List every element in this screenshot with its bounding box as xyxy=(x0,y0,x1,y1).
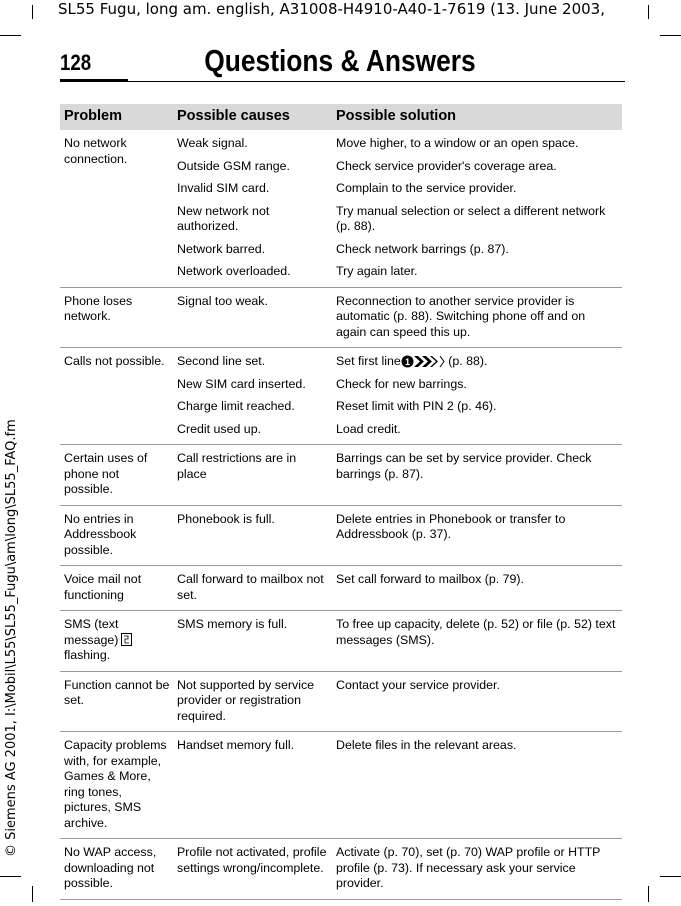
cause-cell: Phonebook is full. xyxy=(173,505,332,566)
solution-cell: Barrings can be set by service provider. Check barrings (p. 87). xyxy=(332,445,622,506)
problem-cell: Capacity problems with, for example, Games & More, ring tones, pictures, SMS archive. xyxy=(60,732,173,839)
side-file-path: © Siemens AG 2001, I:\Mobil\L55\SL55_Fugu\am\long\SL55_FAQ.fm xyxy=(4,419,19,857)
table-row xyxy=(60,839,622,900)
solution-cell: Load credit. xyxy=(332,419,622,445)
solution-cell: To free up capacity, delete (p. 52) or file (p. 52) text messages (SMS). xyxy=(332,611,622,672)
cause-cell: Profile not activated, profile settings wrong/incomplete. xyxy=(173,839,332,900)
cause-cell: Handset memory full. xyxy=(173,732,332,839)
cause-cell: Not supported by service provider or registration required. xyxy=(173,671,332,732)
problem-cell: Calls not possible. xyxy=(60,348,173,445)
problem-cell: No entries in Addressbook possible. xyxy=(60,505,173,566)
table-row xyxy=(60,130,622,156)
table-row xyxy=(60,611,622,672)
svg-text:1: 1 xyxy=(404,357,410,367)
cause-cell: Charge limit reached. xyxy=(177,399,295,413)
cause-cell: Second line set. xyxy=(177,354,266,368)
crop-mark xyxy=(648,5,649,19)
running-header: SL55 Fugu, long am. english, A31008-H4910-A40-1-7619 (13. June 2003, xyxy=(58,0,605,18)
crop-mark xyxy=(0,35,21,36)
crop-mark xyxy=(660,35,681,36)
cause-cell: Network barred. xyxy=(177,241,266,256)
solution-cell: Check network barrings (p. 87). xyxy=(336,241,509,256)
table-row xyxy=(60,505,622,566)
page-number: 128 xyxy=(60,50,92,75)
solution-cell: Complain to the service provider. xyxy=(336,181,517,195)
problem-cell: No WAP access, downloading not possible. xyxy=(60,839,173,900)
solution-text: Set first line xyxy=(336,354,401,368)
solution-cell: Move higher, to a window or an open space. xyxy=(336,136,579,150)
crop-mark xyxy=(32,886,33,902)
problem-cell: Function cannot be set. xyxy=(60,671,173,732)
crop-mark xyxy=(660,876,681,877)
solution-cell: Reconnection to another service provider is automatic (p. 88). Switching phone off and on again can speed this up. xyxy=(332,287,622,348)
solution-page-ref: (p. 88). xyxy=(448,354,488,368)
table-row xyxy=(60,732,622,839)
cause-cell: Invalid SIM card. xyxy=(177,181,270,195)
problem-cell xyxy=(60,611,173,672)
title-rule xyxy=(128,81,625,82)
menu-path-icon xyxy=(401,355,445,368)
problem-cell: Certain uses of phone not possible. xyxy=(60,445,173,506)
solution-cell xyxy=(332,348,622,374)
solution-cell: Reset limit with PIN 2 (p. 46). xyxy=(336,399,497,413)
solution-cell: Check service provider's coverage area. xyxy=(336,158,557,173)
crop-mark xyxy=(648,886,649,902)
cause-cell: New network not authorized. xyxy=(177,203,270,233)
crop-mark xyxy=(0,876,21,877)
header-solution: Possible solution xyxy=(332,104,622,130)
solution-cell: Activate (p. 70), set (p. 70) WAP profile or HTTP profile (p. 73). If necessary ask your service provider. xyxy=(332,839,622,900)
page-title: Questions & Answers xyxy=(204,43,476,78)
questions-answers-table xyxy=(60,104,622,900)
solution-cell: Check for new barrings. xyxy=(336,376,467,391)
header-causes: Possible causes xyxy=(173,104,332,130)
solution-cell: Try again later. xyxy=(332,261,622,287)
table-row xyxy=(60,445,622,506)
cause-cell: SMS memory is full. xyxy=(173,611,332,672)
crop-mark xyxy=(32,5,33,19)
cause-cell: Outside GSM range. xyxy=(177,158,290,173)
cause-cell: Network overloaded. xyxy=(173,261,332,287)
table-header-row xyxy=(60,104,622,130)
cause-cell: Signal too weak. xyxy=(173,287,332,348)
problem-cell: Phone loses network. xyxy=(60,287,173,348)
solution-cell: Try manual selection or select a different network (p. 88). xyxy=(336,203,606,233)
solution-cell: Set call forward to mailbox (p. 79). xyxy=(332,566,622,611)
problem-text-suffix: flashing. xyxy=(64,648,111,662)
solution-cell: Delete files in the relevant areas. xyxy=(332,732,622,839)
solution-cell: Delete entries in Phonebook or transfer to Addressbook (p. 37). xyxy=(332,505,622,566)
problem-cell: No network connection. xyxy=(60,130,173,287)
cause-cell: New SIM card inserted. xyxy=(177,376,306,391)
cause-cell: Call forward to mailbox not set. xyxy=(173,566,332,611)
cause-cell: Credit used up. xyxy=(173,419,332,445)
table-row xyxy=(60,348,622,374)
problem-cell: Voice mail not functioning xyxy=(60,566,173,611)
problem-text: SMS (text message) xyxy=(64,617,119,647)
solution-cell: Contact your service provider. xyxy=(332,671,622,732)
page-number-rule xyxy=(60,79,128,82)
sms-envelope-icon xyxy=(121,633,132,646)
table-row xyxy=(60,671,622,732)
table-row xyxy=(60,566,622,611)
table-row xyxy=(60,287,622,348)
cause-cell: Call restrictions are in place xyxy=(173,445,332,506)
cause-cell: Weak signal. xyxy=(177,136,248,150)
header-problem: Problem xyxy=(60,104,173,130)
